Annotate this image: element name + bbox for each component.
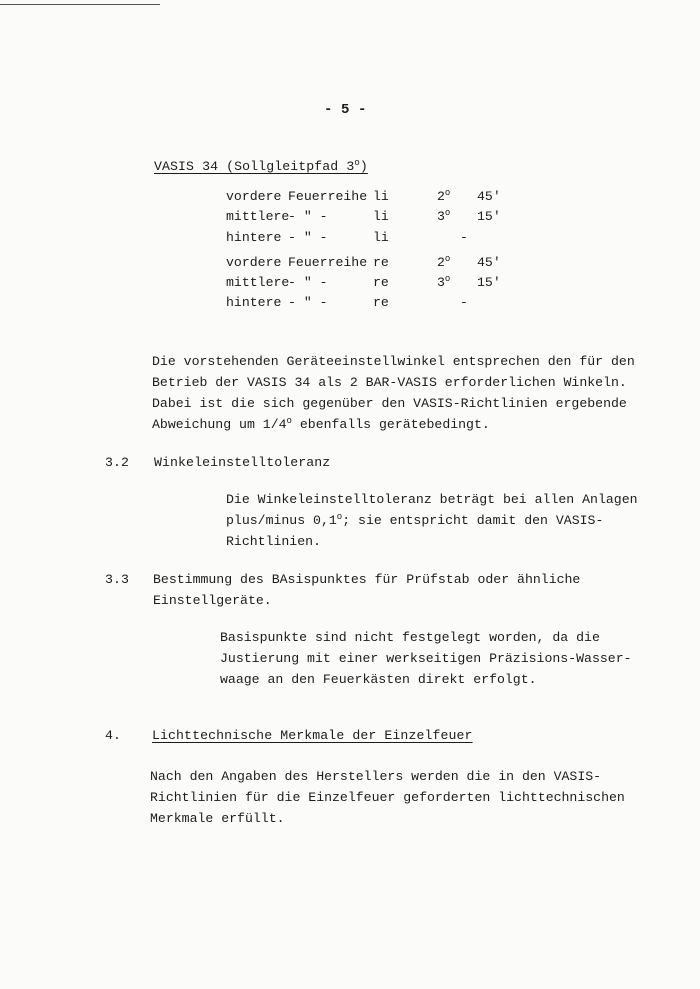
section-4-number: 4. [105, 728, 122, 743]
table-cell-minutes: 15' [477, 209, 501, 224]
paragraph-line: Die Winkeleinstelltoleranz beträgt bei allen Anlagen [226, 492, 638, 507]
paragraph-line: Abweichung um 1/4$^o$ ebenfalls gerätebedingt. [152, 416, 490, 432]
paragraph-line: Merkmale erfüllt. [150, 811, 285, 826]
table-cell-name: hintere [226, 230, 282, 245]
paragraph-line: Nach den Angaben des Herstellers werden die in den VASIS- [150, 769, 602, 784]
section-4-title: Lichttechnische Merkmale der Einzelfeuer [152, 728, 473, 743]
table-cell-dash: - " - [288, 230, 328, 245]
section-3-3-title [153, 569, 580, 611]
section-3-2-number: 3.2 [105, 455, 130, 470]
section-4-paragraph [150, 766, 625, 829]
paragraph-line: Richtlinien für die Einzelfeuer geforderten lichttechnischen [150, 790, 625, 805]
table-cell-side: li [373, 189, 389, 204]
paragraph-line: Basispunkte sind nicht festgelegt worden, da die [220, 630, 600, 645]
section-3-2-title: Winkeleinstelltoleranz [154, 455, 331, 470]
table-cell-side: re [373, 275, 389, 290]
table-cell-side: li [373, 230, 389, 245]
table-cell-dash: - " - [288, 295, 328, 310]
table-cell-minutes: 15' [477, 275, 501, 290]
table-cell-name: mittlere [226, 209, 290, 224]
paragraph-line: waage an den Feuerkästen direkt erfolgt. [220, 672, 537, 687]
section-3-3-number: 3.3 [105, 572, 130, 587]
page-number: - 5 - [324, 102, 367, 118]
paragraph-line: plus/minus 0,1$^o$; sie entspricht damit den VASIS- [226, 512, 604, 528]
table-cell-dash: Feuerreihe [288, 189, 368, 204]
table-cell-degrees: 3$^o$ [437, 208, 451, 224]
table-cell-name: vordere [226, 189, 282, 204]
paragraph-line: Betrieb der VASIS 34 als 2 BAR-VASIS erforderlichen Winkeln. [152, 375, 627, 390]
table-cell-nil: - [460, 230, 468, 245]
table-cell-name: vordere [226, 255, 282, 270]
vasis-heading: VASIS 34 (Sollgleitpfad 3$^o$) [154, 158, 368, 174]
table-cell-minutes: 45' [477, 255, 501, 270]
section-3-2-paragraph [226, 489, 638, 552]
top-rule [0, 4, 160, 5]
table-cell-degrees: 2$^o$ [437, 254, 451, 270]
table-cell-degrees: 3$^o$ [437, 274, 451, 290]
title-line: Bestimmung des BAsispunktes für Prüfstab oder ähnliche [153, 572, 581, 587]
table-cell-degrees: 2$^o$ [437, 188, 451, 204]
table-cell-dash: Feuerreihe [288, 255, 368, 270]
table-cell-side: re [373, 295, 389, 310]
table-cell-name: hintere [226, 295, 282, 310]
table-cell-side: li [373, 209, 389, 224]
table-cell-name: mittlere [226, 275, 290, 290]
section-3-3-paragraph [220, 627, 632, 690]
table-cell-dash: - " - [288, 275, 328, 290]
table-cell-nil: - [460, 295, 468, 310]
paragraph-line: Justierung mit einer werkseitigen Präzisions-Wasser- [220, 651, 632, 666]
intro-paragraph [152, 351, 635, 435]
paragraph-line: Dabei ist die sich gegenüber den VASIS-Richtlinien ergebende [152, 396, 627, 411]
title-line: Einstellgeräte. [153, 593, 272, 608]
paragraph-line: Richtlinien. [226, 534, 321, 549]
table-cell-minutes: 45' [477, 189, 501, 204]
table-cell-side: re [373, 255, 389, 270]
paragraph-line: Die vorstehenden Geräteeinstellwinkel entsprechen den für den [152, 354, 635, 369]
table-cell-dash: - " - [288, 209, 328, 224]
